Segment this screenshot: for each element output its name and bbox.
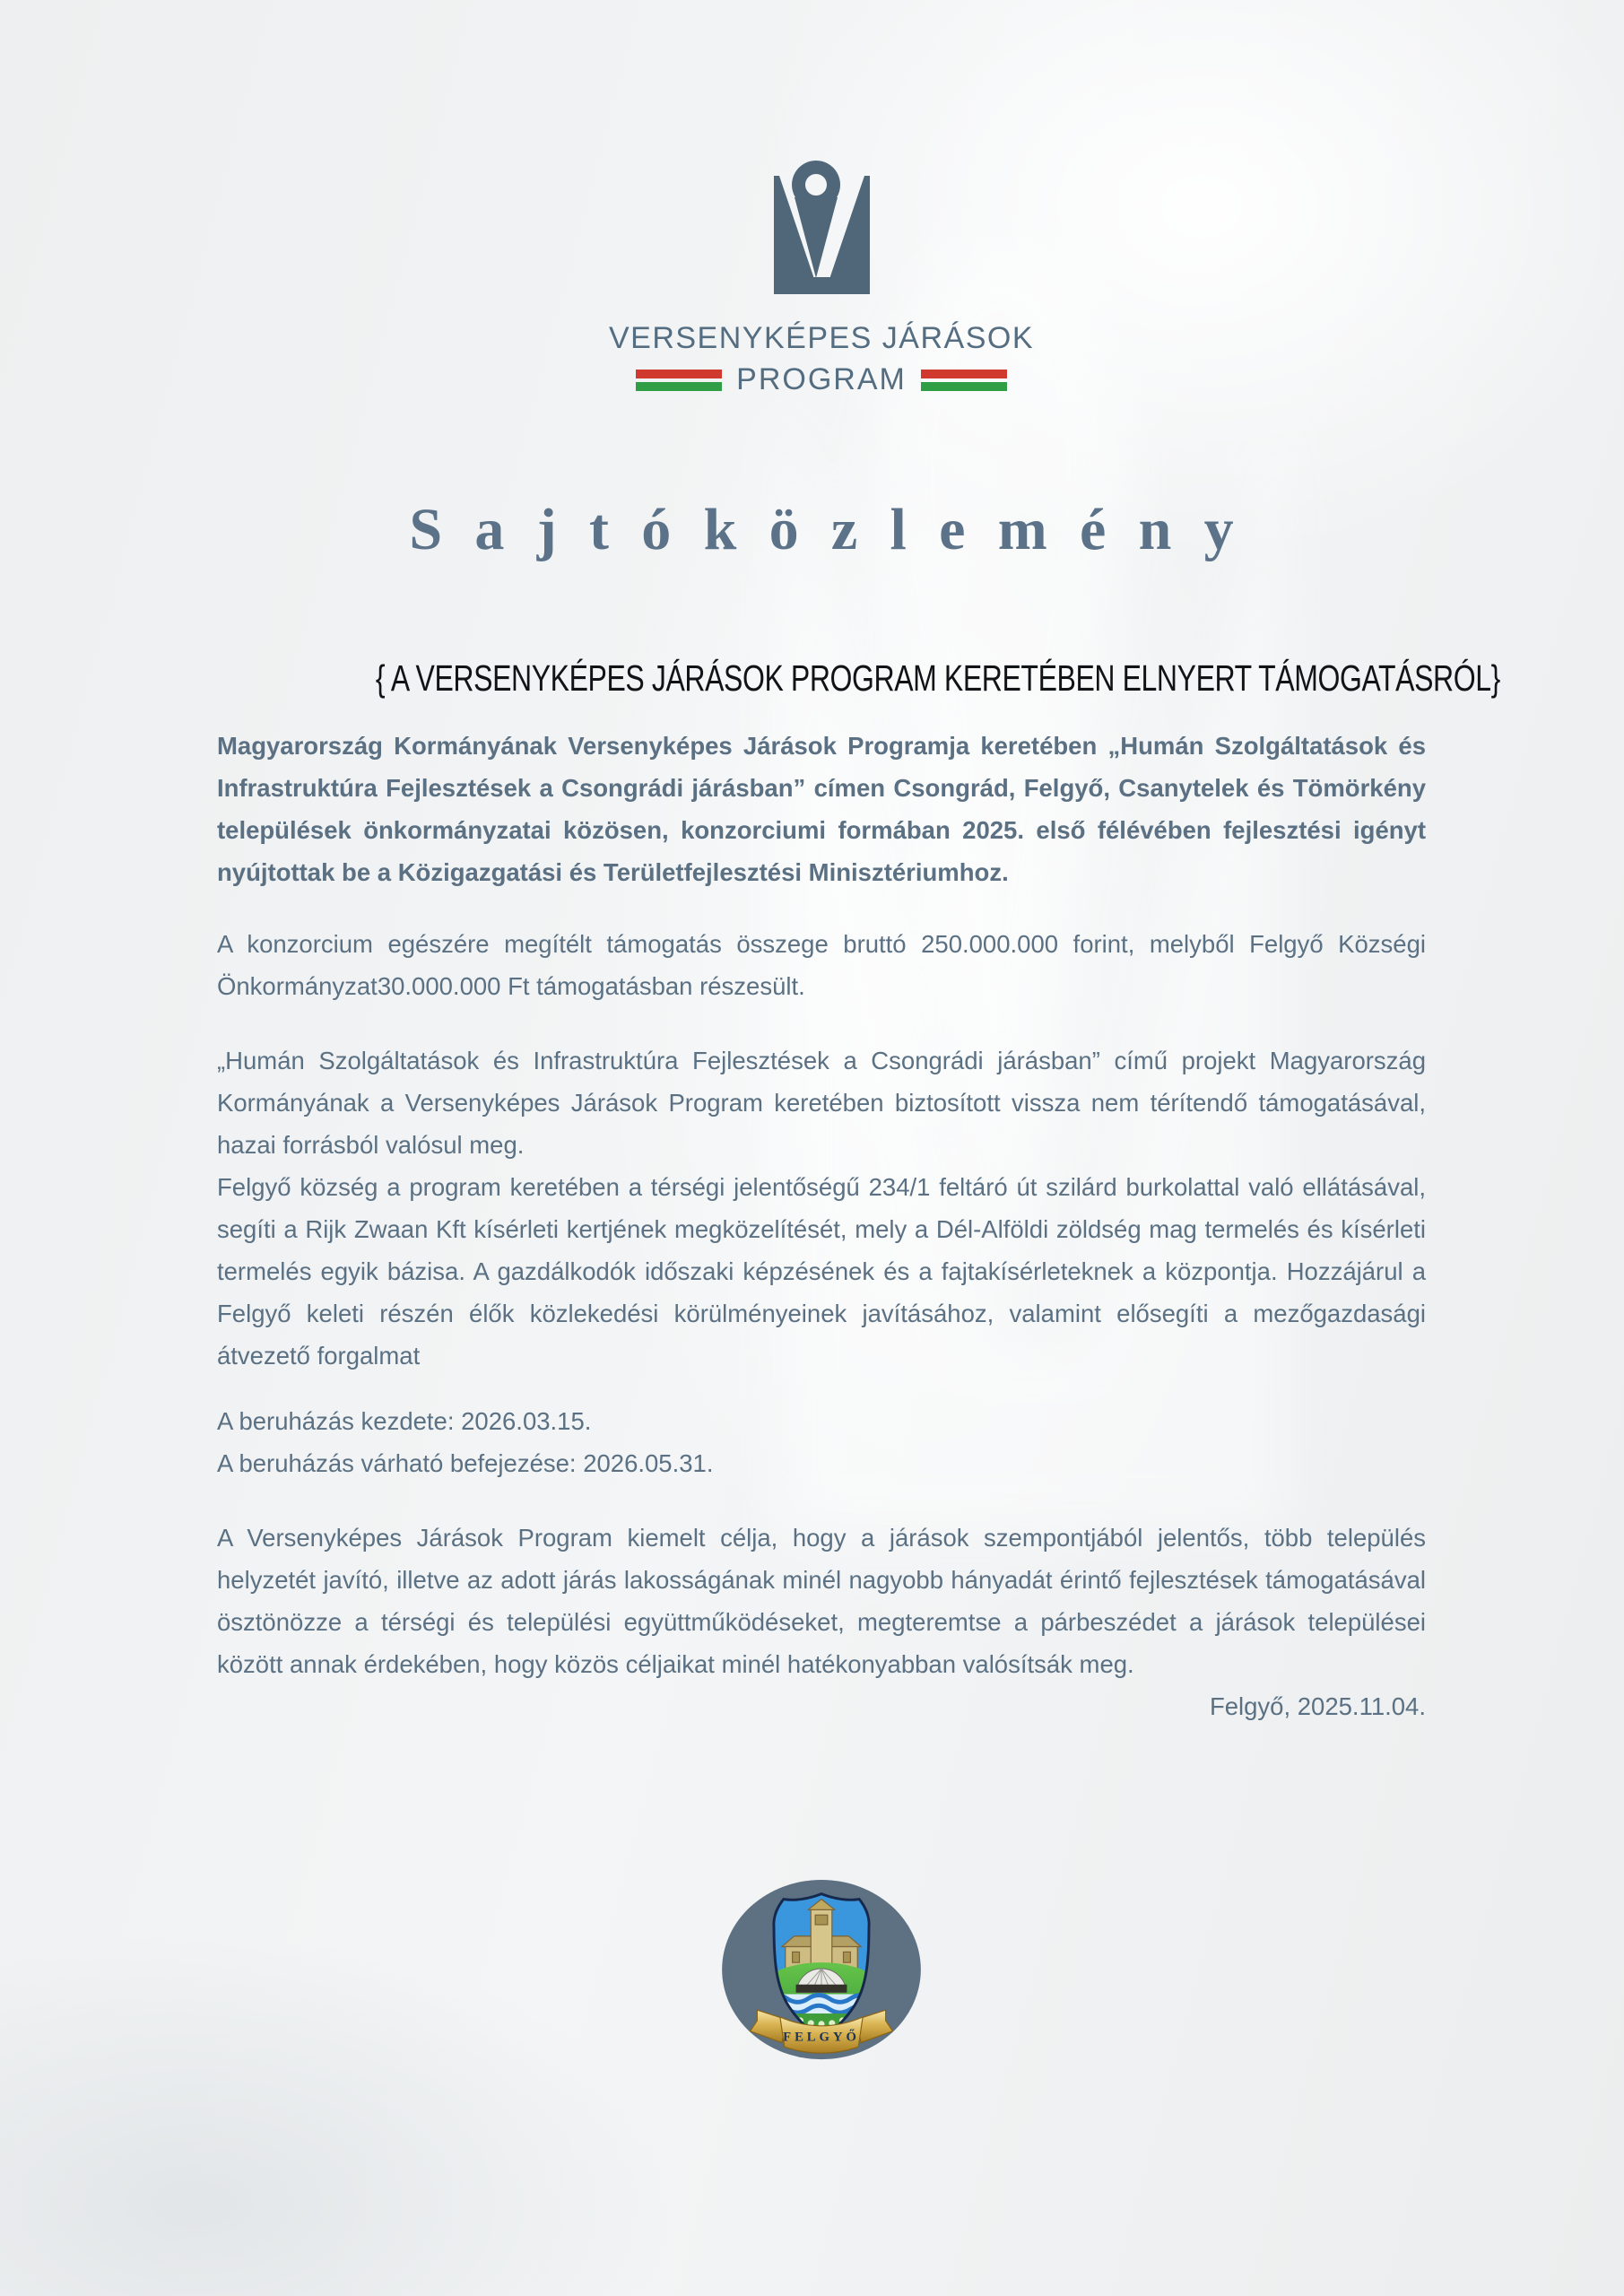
felgyo-coat-of-arms-icon xyxy=(720,1878,923,2063)
program-logo-title: VERSENYKÉPES JÁRÁSOK xyxy=(608,321,1035,355)
program-pin-logo-icon xyxy=(774,160,870,294)
document-content xyxy=(217,0,1500,2067)
end-date-line: A beruházás várható befejezése: 2026.05.31. xyxy=(217,1449,714,1477)
place-date-signature: Felgyő, 2025.11.04. xyxy=(1209,1692,1426,1720)
closing-paragraph: A Versenyképes Járások Program kiemelt célja, hogy a járások szempontjából jelentős, több település helyzetét javító, illetve az adott járás lakosságának minél nagyobb hányadát érintő fejlesztések támogatásával ösztönözze a térségi és települési együttműködéseket, megteremtse a párbeszédet a járások települései között annak érdekében, hogy közös céljaikat minél hatékonyabban valósítsák meg. xyxy=(217,1524,1426,1678)
press-release-subject-text: { A VERSENYKÉPES JÁRÁSOK PROGRAM KERETÉBEN ELNYERT TÁMOGATÁSRÓL} xyxy=(375,657,1500,699)
program-logo-subtitle: PROGRAM xyxy=(736,362,907,396)
hungarian-flag-bars-left-icon xyxy=(636,370,722,391)
press-release-title: Sajtóközlemény xyxy=(409,497,1266,562)
project-paragraph-2: Felgyő község a program keretében a térségi jelentőségű 234/1 feltáró út szilárd burkolattal való ellátásával, segíti a Rijk Zwaan Kft kísérleti kertjének megközelítését, mely a Dél-Alföldi zöldség mag termelés és kísérleti termelés egyik bázisa. A gazdálkodók időszaki képzésének és a fajtakísérleteknek a központja. Hozzájárul a Felgyő keleti részén élők közlekedési körülményeinek javításához, valamint elősegíti a mezőgazdasági átvezető forgalmat xyxy=(217,1173,1426,1370)
program-logo xyxy=(217,160,1426,397)
press-release-subject xyxy=(217,657,1500,700)
program-logo-subtitle-row xyxy=(217,362,1426,397)
project-paragraph-1: „Humán Szolgáltatások és Infrastruktúra Fejlesztések a Csongrádi járásban” című projekt Magyarország Kormányának a Versenyképes Járások Program keretében biztosított vissza nem térítendő támogatásával, hazai forrásból valósul meg. xyxy=(217,1047,1426,1159)
start-date-line: A beruházás kezdete: 2026.03.15. xyxy=(217,1407,592,1435)
hungarian-flag-bars-right-icon xyxy=(921,370,1007,391)
felgyo-crest-container xyxy=(217,1878,1426,2067)
felgyo-ribbon-label: FELGYŐ xyxy=(783,2030,860,2045)
press-release-body xyxy=(217,725,1426,1727)
lead-paragraph: Magyarország Kormányának Versenyképes Járások Programja keretében „Humán Szolgáltatások és Infrastruktúra Fejlesztések a Csongrádi járásban” címen Csongrád, Felgyő, Csanytelek és Tömörkény települések önkormányzatai közösen, konzorciumi formában 2025. első félévében fejlesztési igényt nyújtottak be a Közigazgatási és Területfejlesztési Minisztériumhoz. xyxy=(217,732,1426,886)
funding-paragraph: A konzorcium egészére megítélt támogatás összege bruttó 250.000.000 forint, melyből Felgyő Községi Önkormányzat30.000.000 Ft támogatásban részesült. xyxy=(217,930,1426,1000)
